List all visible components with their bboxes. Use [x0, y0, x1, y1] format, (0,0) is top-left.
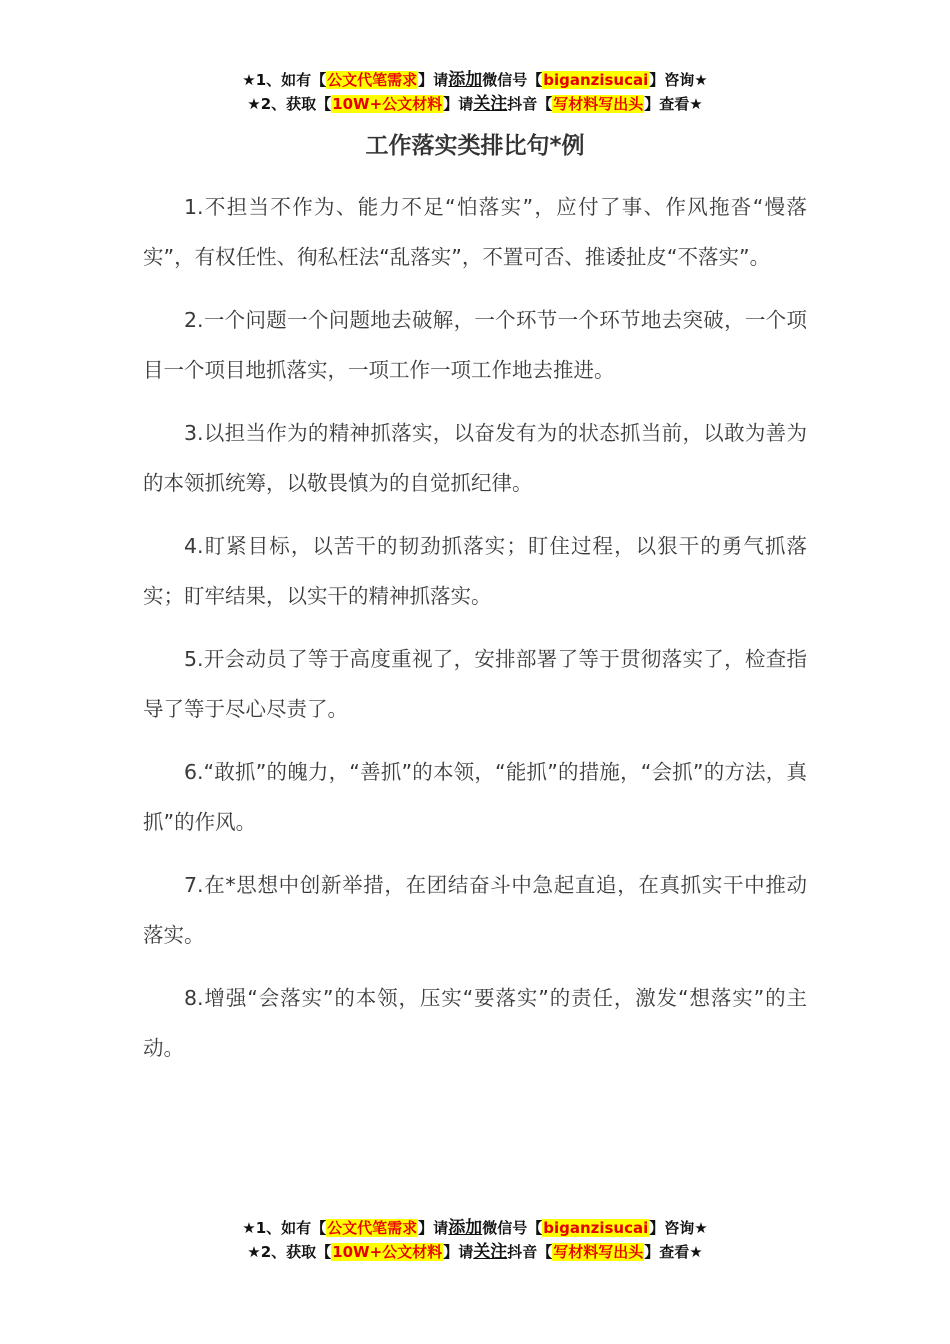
paragraph-4: 4.盯紧目标，以苦干的韧劲抓落实；盯住过程，以狠干的勇气抓落实；盯牢结果，以实干的精神抓落实。 — [143, 534, 807, 608]
promo-line-1: ★1、如有【公文代笔需求】请添加微信号【biganzisucai】咨询★ — [242, 1218, 708, 1238]
highlight-service: 公文代笔需求 — [327, 71, 418, 89]
paragraph-5: 5.开会动员了等于高度重视了，安排部署了等于贯彻落实了，检查指导了等于尽心尽责了。 — [143, 647, 807, 721]
promo-line-2: ★2、获取【10W+公文材料】请关注抖音【写材料写出头】查看★ — [247, 1242, 703, 1262]
paragraph-1: 1.不担当不作为、能力不足“怕落实”，应付了事、作风拖沓“慢落实”，有权任性、徇私枉法“乱落实”，不置可否、推诿扯皮“不落实”。 — [143, 195, 807, 269]
highlight-douyin[interactable]: 写材料写出头 — [553, 95, 644, 113]
promo-line-2: ★2、获取【10W+公文材料】请关注抖音【写材料写出头】查看★ — [247, 94, 703, 114]
paragraph-7: 7.在*思想中创新举措，在团结奋斗中急起直追，在真抓实干中推动落实。 — [143, 873, 807, 947]
underline-follow: 关注 — [473, 1242, 508, 1262]
promo-line-1: ★1、如有【公文代笔需求】请添加微信号【biganzisucai】咨询★ — [242, 70, 708, 90]
paragraph-8: 8.增强“会落实”的本领，压实“要落实”的责任，激发“想落实”的主动。 — [143, 986, 807, 1060]
highlight-service: 公文代笔需求 — [327, 1219, 418, 1237]
highlight-materials: 10W+公文材料 — [332, 95, 443, 113]
underline-add: 添加 — [448, 1218, 483, 1238]
paragraph-3: 3.以担当作为的精神抓落实，以奋发有为的状态抓当前，以敢为善为的本领抓统筹，以敬畏慎为的自觉抓纪律。 — [143, 421, 807, 495]
paragraph-2: 2.一个问题一个问题地去破解，一个环节一个环节地去突破，一个项目一个项目地抓落实，一项工作一项工作地去推进。 — [143, 308, 807, 382]
document-title: 工作落实类排比句*例 — [365, 133, 585, 159]
paragraph-6: 6.“敢抓”的魄力，“善抓”的本领，“能抓”的措施，“会抓”的方法，真抓”的作风。 — [143, 760, 807, 834]
underline-add: 添加 — [448, 70, 483, 90]
document-body — [143, 182, 807, 1086]
promo-banner-bottom — [0, 1216, 950, 1264]
highlight-wechat-id[interactable]: biganzisucai — [543, 1219, 649, 1237]
underline-follow: 关注 — [473, 94, 508, 114]
promo-banner-top — [0, 68, 950, 116]
highlight-materials: 10W+公文材料 — [332, 1243, 443, 1261]
highlight-wechat-id[interactable]: biganzisucai — [543, 71, 649, 89]
highlight-douyin[interactable]: 写材料写出头 — [553, 1243, 644, 1261]
